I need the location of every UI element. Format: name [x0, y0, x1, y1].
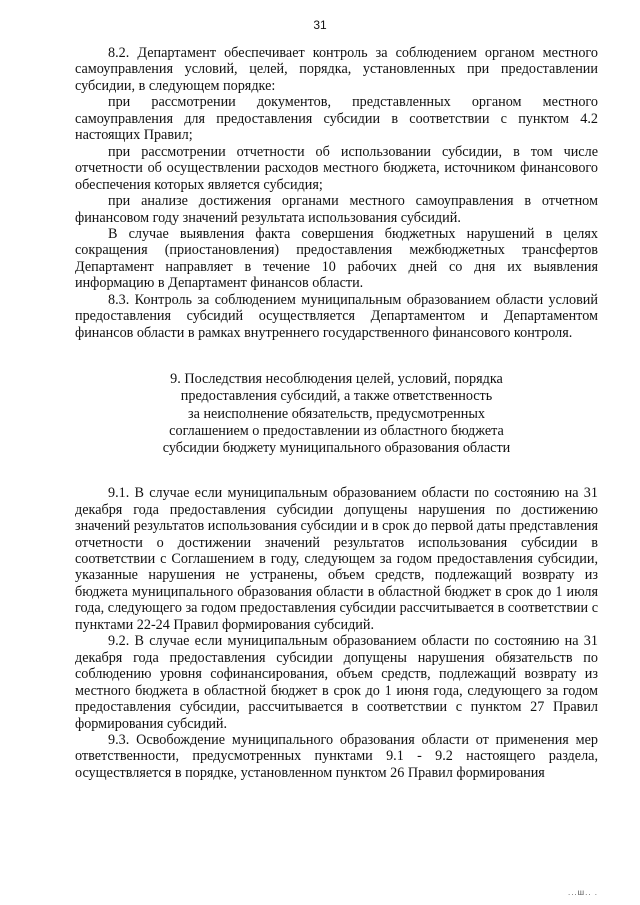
- heading-line: за неисполнение обязательств, предусмотренных: [188, 405, 485, 422]
- scan-mark: ...ш.. .: [568, 888, 598, 897]
- list-item-reporting: при рассмотрении отчетности об использовании субсидии, в том числе отчетности об осуществлении расходов местного бюджета, источником финансового обеспечения которых является субсидия;: [75, 143, 598, 193]
- list-item-analysis: при анализе достижения органами местного самоуправления в отчетном финансовом году значений результата использования субсидий.: [75, 193, 598, 226]
- paragraph-violations: В случае выявления факта совершения бюджетных нарушений в целях сокращения (приостановления) предоставления межбюджетных трансфертов Департамент направляет в течение 10 рабочих дней со дня их выявления информацию в Департамент финансов области.: [75, 225, 598, 292]
- paragraph-8-3: 8.3. Контроль за соблюдением муниципальным образованием области условий предоставления субсидий осуществляется Департаментом и Департаментом финансов области в рамках внутреннего государственного финансового контроля.: [75, 291, 598, 341]
- heading-line: предоставления субсидий, а также ответственность: [180, 388, 493, 405]
- paragraph-8-2: 8.2. Департамент обеспечивает контроль за соблюдением органом местного самоуправления условий, целей, порядка, установленных при предоставлении субсидии, в следующем порядке:: [75, 45, 598, 94]
- section-9-heading: [75, 371, 598, 457]
- paragraph-9-3: 9.3. Освобождение муниципального образования области от применения мер ответственности, предусмотренных пунктами 9.1 - 9.2 настоящего раздела, осуществляется в порядке, установленном пунктом 26 Правил формирования: [75, 731, 598, 781]
- heading-line: субсидии бюджету муниципального образования области: [162, 439, 511, 456]
- document-body: [75, 45, 598, 781]
- paragraph-9-2: 9.2. В случае если муниципальным образованием области по состоянию на 31 декабря года предоставления субсидии допущены нарушения обязательств по соблюдению уровня софинансирования, объем средств, подлежащий возврату из местного бюджета в областной бюджет в срок до 1 июня года, следующего за годом предоставления субсидии, рассчитывается в соответствии с пунктом 27 Правил формирования субсидий.: [75, 633, 598, 732]
- heading-line: соглашением о предоставлении из областного бюджета: [169, 422, 504, 439]
- list-item-documents: при рассмотрении документов, представленных органом местного самоуправления для предоставления субсидии в соответствии с пунктом 4.2 настоящих Правил;: [75, 94, 598, 144]
- heading-line: 9. Последствия несоблюдения целей, условий, порядка: [170, 371, 503, 388]
- paragraph-9-1: 9.1. В случае если муниципальным образованием области по состоянию на 31 декабря года предоставления субсидии допущены нарушения по достижению значений результатов использования субсидии и в срок до первой даты представления отчетности о достижении значений результатов использования субсидии в соответствии с Соглашением в году, следующем за годом предоставления субсидии, указанные нарушения не устранены, объем средств, подлежащий возврату из бюджета муниципального образования области в областной бюджет в срок до 1 июля года, следующего за годом предоставления субсидии рассчитывается в соответствии с пунктами 22-24 Правил формирования субсидий.: [75, 485, 598, 633]
- page-number: 31: [313, 18, 327, 32]
